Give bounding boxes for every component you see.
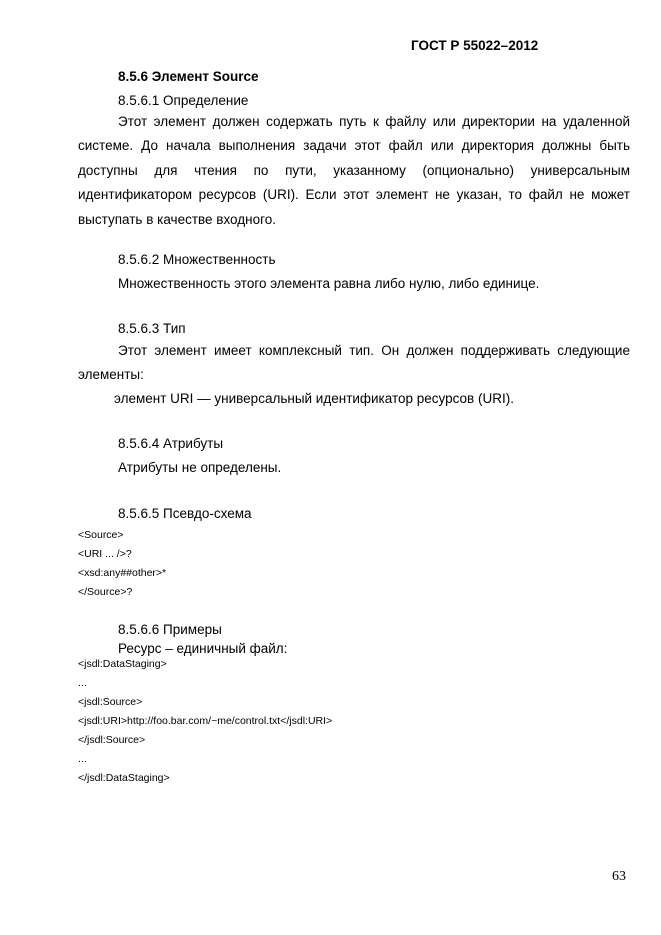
examples-heading: 8.5.6.6 Примеры [118, 622, 222, 637]
definition-line: доступны для чтения по пути, указанному (опционально) универсальным [78, 162, 630, 178]
definition-line: Этот элемент должен содержать путь к файлу или директории на удаленной [118, 114, 630, 129]
code-line: <xsd:any##other>* [78, 567, 167, 579]
definition-paragraph [78, 110, 630, 232]
code-line: ... [78, 677, 87, 689]
document-id: ГОСТ Р 55022–2012 [411, 38, 539, 53]
examples-intro: Ресурс – единичный файл: [118, 641, 288, 656]
code-line: <Source> [78, 529, 124, 541]
multiplicity-heading: 8.5.6.2 Множественность [118, 252, 276, 267]
code-line: </Source>? [78, 586, 133, 598]
code-line: <URI ... />? [78, 548, 132, 560]
code-line: </jsdl:Source> [78, 734, 146, 746]
page-number: 63 [612, 869, 626, 884]
definition-heading: 8.5.6.1 Определение [118, 93, 249, 108]
definition-line: системе. До начала выполнения задачи этот файл или директория должны быть [78, 138, 630, 154]
type-line: элементы: [78, 367, 144, 383]
code-line: <jsdl:DataStaging> [78, 658, 167, 670]
definition-line: выступать в качестве входного. [78, 211, 276, 227]
type-line: Этот элемент имеет комплексный тип. Он должен поддерживать следующие [118, 343, 630, 358]
definition-line: идентификатором ресурсов (URI). Если этот элемент не указан, то файл не может [78, 187, 630, 203]
attributes-text: Атрибуты не определены. [118, 460, 282, 475]
type-paragraph [78, 339, 630, 388]
type-heading: 8.5.6.3 Тип [118, 321, 186, 336]
multiplicity-text: Множественность этого элемента равна либо нулю, либо единице. [118, 276, 540, 291]
code-line: <jsdl:URI>http://foo.bar.com/~me/control.txt</jsdl:URI> [78, 715, 333, 727]
type-item: элемент URI — универсальный идентификатор ресурсов (URI). [114, 391, 514, 406]
code-line: <jsdl:Source> [78, 696, 143, 708]
code-line: </jsdl:DataStaging> [78, 772, 170, 784]
attributes-heading: 8.5.6.4 Атрибуты [118, 436, 224, 451]
section-title: 8.5.6 Элемент Source [118, 69, 259, 84]
pseudo-schema-heading: 8.5.6.5 Псевдо-схема [118, 506, 252, 521]
code-line: ... [78, 753, 87, 765]
